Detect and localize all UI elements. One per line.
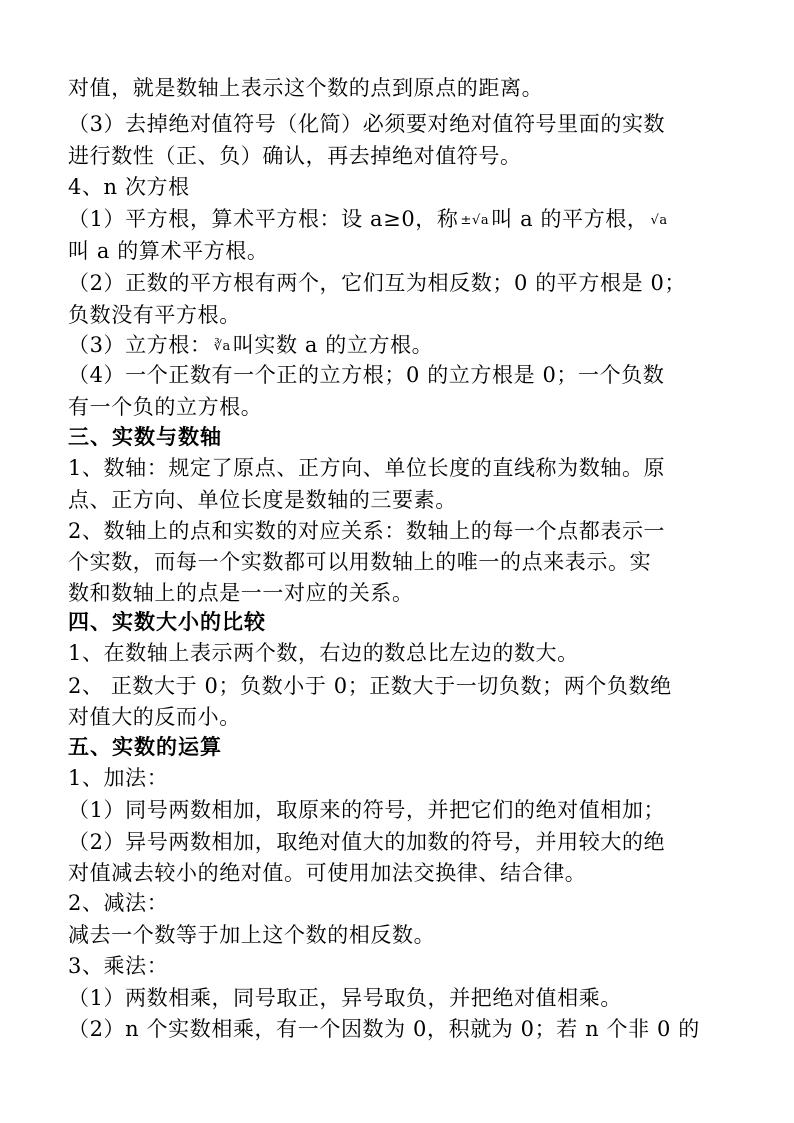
text-line: 1、在数轴上表示两个数，右边的数总比左边的数大。 (68, 641, 579, 665)
cube-root-formula (214, 329, 231, 363)
text-line: 4、n 次方根 (68, 175, 190, 199)
text-segment: （3）立方根： (68, 333, 212, 357)
section-heading: 三、实数与数轴 (68, 425, 222, 449)
formula-text: ±√a (460, 213, 490, 228)
text-line: （1）两数相乘，同号取正，异号取负，并把绝对值相乘。 (68, 986, 622, 1010)
text-line: 2、数轴上的点和实数的对应关系：数轴上的每一个点都表示一 (68, 519, 666, 543)
text-line: （4）一个正数有一个正的立方根；0 的立方根是 0；一个负数 (68, 363, 665, 387)
text-segment: 叫 a 的平方根， (491, 207, 649, 231)
section-heading: 五、实数的运算 (68, 735, 222, 759)
formula-text: ∛a (213, 339, 231, 354)
section-heading: 四、实数大小的比较 (68, 610, 266, 634)
formula-text: √a (650, 213, 668, 228)
plus-minus-sqrt-formula (461, 203, 490, 237)
text-line: （2）异号两数相加，取绝对值大的加数的符号，并用较大的绝 (68, 830, 666, 854)
text-line: （2）正数的平方根有两个，它们互为相反数；0 的平方根是 0； (68, 271, 687, 295)
text-line: 1、加法： (68, 766, 169, 790)
text-line: （3）去掉绝对值符号（化简）必须要对绝对值符号里面的实数 (68, 112, 666, 136)
text-line: 1、数轴：规定了原点、正方向、单位长度的直线称为数轴。原 (68, 456, 666, 480)
text-line: 叫 a 的算术平方根。 (68, 239, 269, 263)
text-line: 对值减去较小的绝对值。可使用加法交换律、结合律。 (68, 861, 587, 885)
text-segment: （1）平方根，算术平方根：设 a≥0，称 (68, 207, 459, 231)
text-line: 2、 正数大于 0；负数小于 0；正数大于一切负数；两个负数绝 (68, 674, 672, 698)
text-line-with-formula (68, 329, 730, 363)
sqrt-formula (651, 203, 668, 237)
text-line: 有一个负的立方根。 (68, 395, 263, 419)
text-segment: 叫实数 a 的立方根。 (232, 333, 434, 357)
text-line: （2）n 个实数相乘，有一个因数为 0，积就为 0；若 n 个非 0 的 (68, 1017, 700, 1041)
text-line: 对值，就是数轴上表示这个数的点到原点的距离。 (68, 76, 544, 100)
text-line: 减去一个数等于加上这个数的相反数。 (68, 923, 436, 947)
text-line: 个实数，而每一个实数都可以用数轴上的唯一的点来表示。实 (68, 550, 652, 574)
text-line: 2、减法： (68, 891, 169, 915)
text-line: 数和数轴上的点是一一对应的关系。 (68, 581, 414, 605)
text-line: 对值大的反而小。 (68, 705, 241, 729)
text-line: 3、乘法： (68, 954, 169, 978)
text-line: 点、正方向、单位长度是数轴的三要素。 (68, 488, 457, 512)
text-line: 进行数性（正、负）确认，再去掉绝对值符号。 (68, 144, 522, 168)
text-line: 负数没有平方根。 (68, 303, 241, 327)
text-line: （1）同号两数相加，取原来的符号，并把它们的绝对值相加； (68, 798, 666, 822)
text-line-with-formula (68, 203, 730, 237)
